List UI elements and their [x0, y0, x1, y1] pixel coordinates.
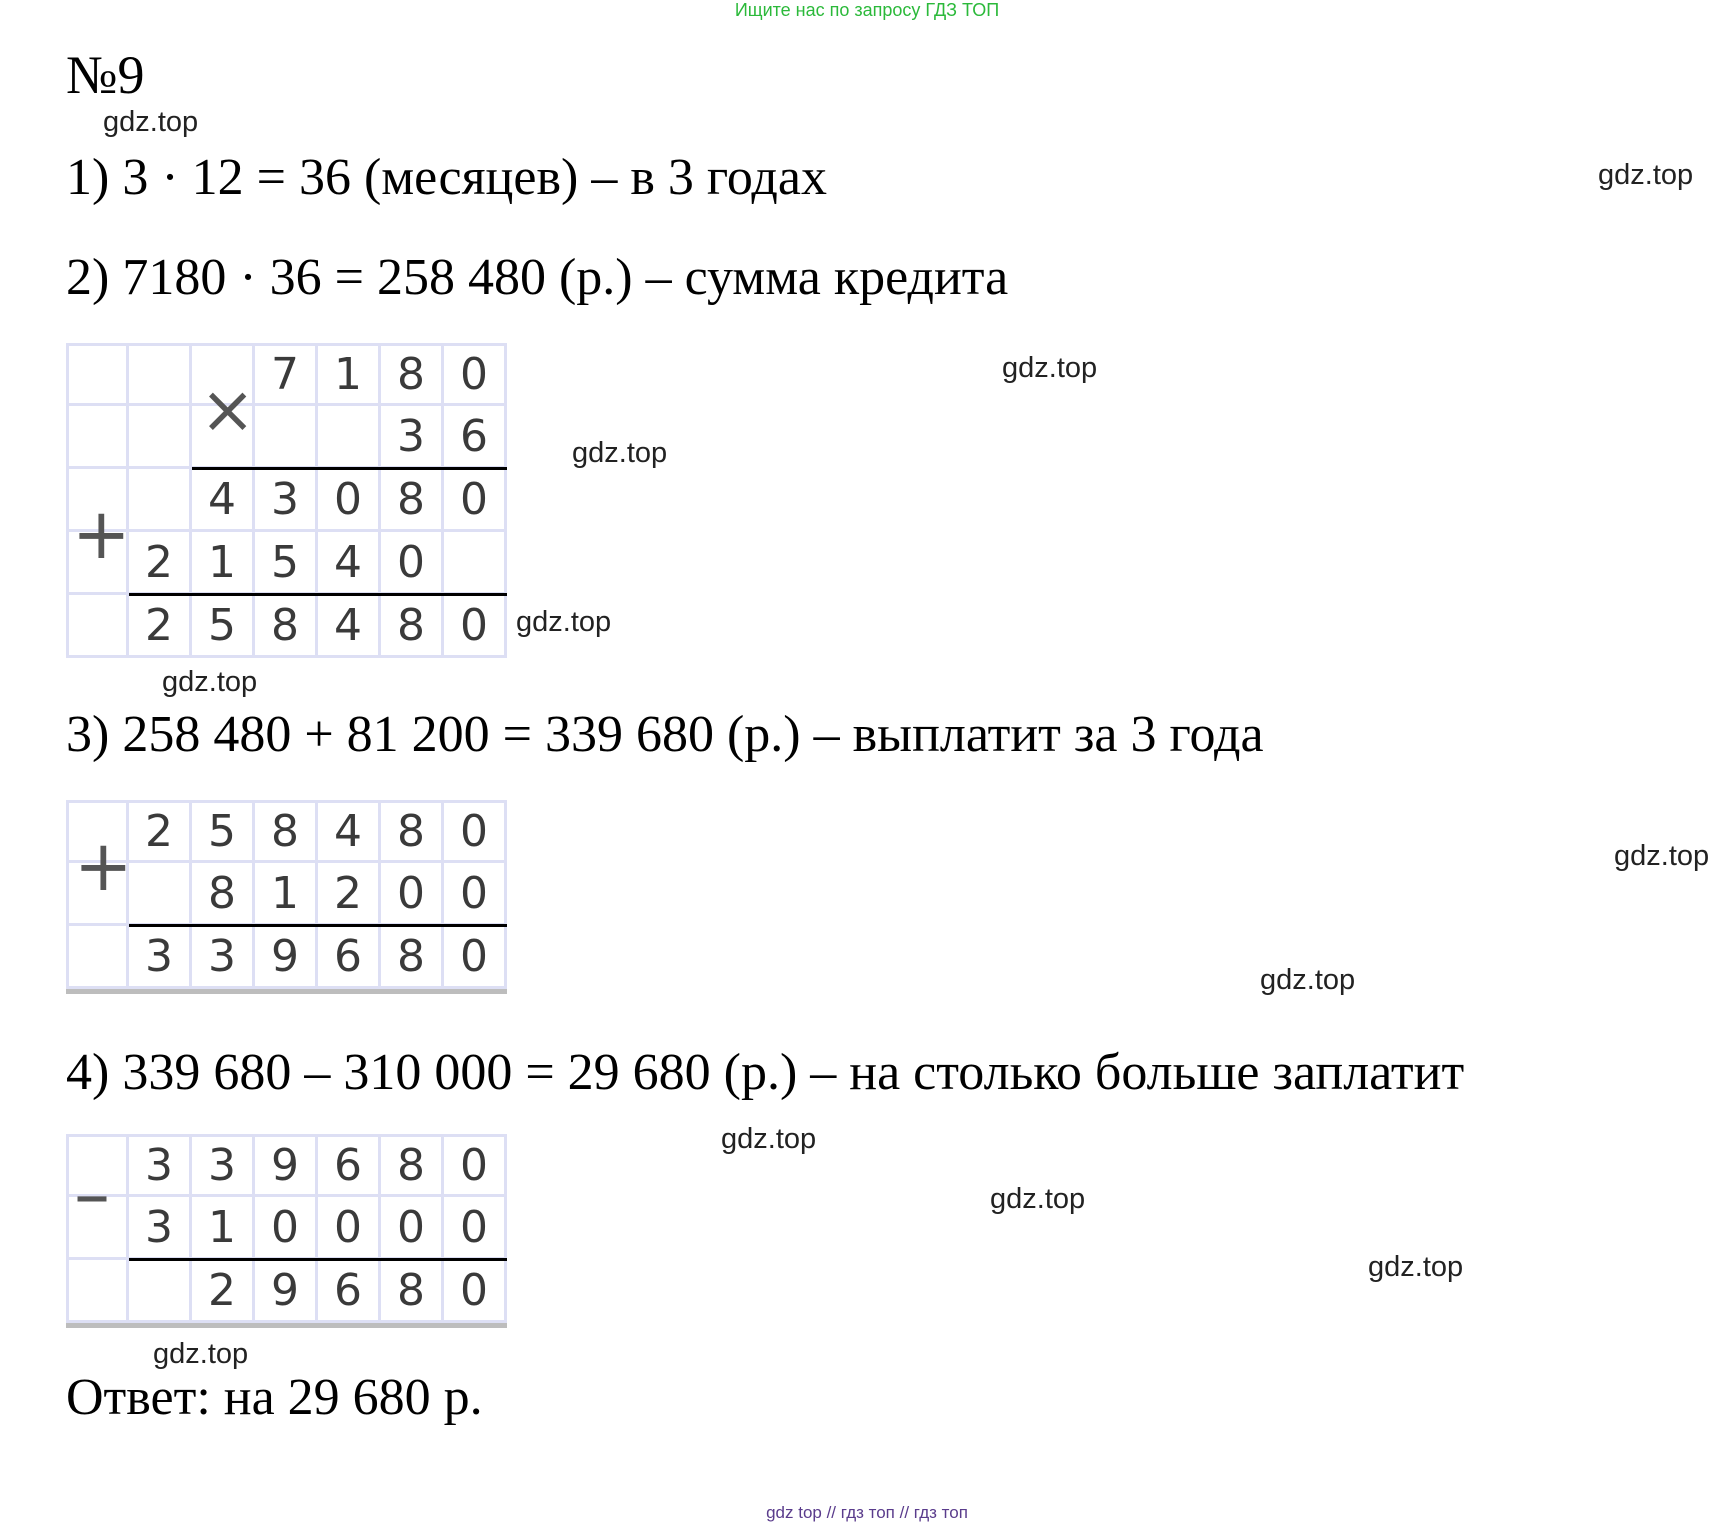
watermark: gdz.top: [1002, 352, 1098, 384]
digit-cell: 0: [381, 532, 444, 595]
result-line: [129, 924, 507, 927]
watermark: gdz.top: [572, 437, 668, 469]
digit-cell: [129, 406, 192, 469]
digit-cell: 0: [444, 1134, 507, 1197]
digit-cell: 0: [318, 1197, 381, 1260]
digit-cell: [66, 926, 129, 989]
digit-cell: 8: [381, 343, 444, 406]
watermark: gdz.top: [721, 1123, 817, 1155]
watermark: gdz.top: [103, 106, 199, 138]
step-3: 3) 258 480 + 81 200 = 339 680 (р.) – выплатит за 3 года: [66, 706, 1264, 763]
digit-cell: 0: [444, 926, 507, 989]
digit-cell: 5: [192, 595, 255, 658]
digit-cell: [318, 406, 381, 469]
step-4: 4) 339 680 – 310 000 = 29 680 (р.) – на столько больше заплатит: [66, 1044, 1465, 1101]
digit-cell: 6: [444, 406, 507, 469]
digit-cell: 8: [192, 863, 255, 926]
digit-cell: 8: [381, 1260, 444, 1323]
digit-cell: [255, 406, 318, 469]
digit-cell: 0: [444, 863, 507, 926]
digit-cell: 3: [129, 926, 192, 989]
minus-sign: –: [74, 1152, 110, 1236]
digit-cell: 9: [255, 1260, 318, 1323]
digit-cell: 2: [129, 595, 192, 658]
result-line: [192, 467, 507, 470]
top-banner: Ищите нас по запросу ГДЗ ТОП: [734, 0, 1000, 20]
grid-bottom-edge: [66, 1323, 507, 1328]
watermark: gdz.top: [1614, 840, 1710, 872]
digit-cell: 2: [129, 800, 192, 863]
watermark: gdz.top: [1368, 1251, 1464, 1283]
digit-cell: 8: [381, 800, 444, 863]
digit-cell: 6: [318, 926, 381, 989]
digit-cell: 1: [192, 1197, 255, 1260]
result-line: [129, 593, 507, 596]
digit-cell: [129, 469, 192, 532]
watermark: gdz.top: [1598, 159, 1694, 191]
digit-cell: 2: [318, 863, 381, 926]
digit-cell: 3: [255, 469, 318, 532]
digit-cell: 0: [318, 469, 381, 532]
plus-sign: +: [72, 493, 131, 575]
digit-cell: [66, 595, 129, 658]
digit-cell: [66, 1260, 129, 1323]
result-line: [129, 1258, 507, 1261]
grid-bottom-edge: [66, 989, 507, 994]
digit-cell: 0: [444, 1260, 507, 1323]
digit-cell: 2: [192, 1260, 255, 1323]
digit-cell: [129, 1260, 192, 1323]
step-1: 1) 3 · 12 = 36 (месяцев) – в 3 годах: [66, 149, 827, 206]
digit-cell: 9: [255, 926, 318, 989]
digit-cell: 3: [381, 406, 444, 469]
digit-cell: 8: [381, 469, 444, 532]
digit-cell: 0: [444, 800, 507, 863]
digit-cell: 4: [192, 469, 255, 532]
digit-cell: 3: [129, 1197, 192, 1260]
digit-cell: 8: [255, 595, 318, 658]
digit-cell: 3: [129, 1134, 192, 1197]
digit-cell: 0: [444, 469, 507, 532]
watermark: gdz.top: [1260, 964, 1356, 996]
digit-cell: 5: [255, 532, 318, 595]
digit-cell: 6: [318, 1134, 381, 1197]
digit-cell: 2: [129, 532, 192, 595]
digit-cell: 1: [318, 343, 381, 406]
digit-cell: 3: [192, 1134, 255, 1197]
digit-cell: 0: [444, 595, 507, 658]
digit-cell: 0: [381, 863, 444, 926]
watermark: gdz.top: [516, 606, 612, 638]
digit-cell: 0: [444, 343, 507, 406]
digit-cell: 8: [255, 800, 318, 863]
footer: gdz top // гдз топ // гдз топ: [766, 1503, 968, 1522]
watermark: gdz.top: [153, 1338, 249, 1370]
problem-number: №9: [66, 45, 145, 105]
watermark: gdz.top: [990, 1183, 1086, 1215]
digit-cell: [66, 406, 129, 469]
digit-cell: 7: [255, 343, 318, 406]
watermark: gdz.top: [162, 666, 258, 698]
digit-cell: 4: [318, 800, 381, 863]
digit-cell: 8: [381, 595, 444, 658]
digit-cell: [129, 863, 192, 926]
digit-cell: 6: [318, 1260, 381, 1323]
digit-cell: 0: [444, 1197, 507, 1260]
digit-cell: 8: [381, 926, 444, 989]
digit-cell: [444, 532, 507, 595]
digit-cell: 0: [255, 1197, 318, 1260]
digit-cell: 5: [192, 800, 255, 863]
digit-cell: 8: [381, 1134, 444, 1197]
step-2: 2) 7180 · 36 = 258 480 (р.) – сумма кредита: [66, 249, 1009, 306]
digit-cell: 0: [381, 1197, 444, 1260]
plus-sign: +: [74, 825, 133, 907]
digit-cell: 1: [192, 532, 255, 595]
digit-cell: [66, 343, 129, 406]
answer: Ответ: на 29 680 р.: [66, 1369, 483, 1426]
digit-cell: 4: [318, 532, 381, 595]
digit-cell: [129, 343, 192, 406]
digit-cell: 3: [192, 926, 255, 989]
digit-cell: 9: [255, 1134, 318, 1197]
multiply-sign: ×: [200, 371, 256, 448]
digit-cell: 4: [318, 595, 381, 658]
digit-cell: 1: [255, 863, 318, 926]
